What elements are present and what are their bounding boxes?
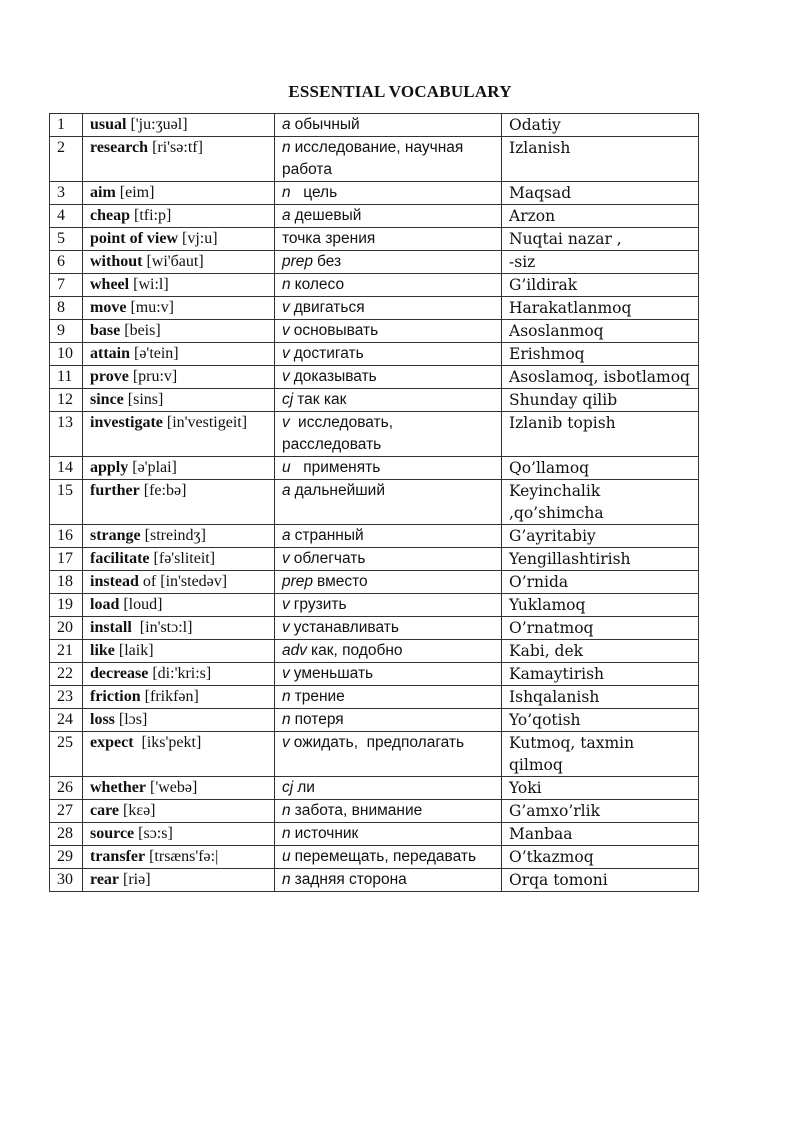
part-of-speech: n [282, 688, 291, 705]
transcription: [wi'бaut] [142, 253, 204, 270]
english-word-cell [83, 182, 275, 205]
english-word: strange [90, 527, 141, 544]
english-word-cell [83, 686, 275, 709]
english-word: install [90, 619, 132, 636]
russian-translation: забота, внимание [294, 802, 423, 819]
transcription: [wi:l] [129, 276, 169, 293]
row-number: 17 [50, 548, 83, 571]
part-of-speech: v [282, 665, 290, 682]
uzbek-translation: Ishqalanish [502, 686, 699, 709]
row-number: 16 [50, 525, 83, 548]
russian-translation: источник [294, 825, 359, 842]
russian-translation: как, подобно [311, 642, 403, 659]
part-of-speech: n [282, 276, 291, 293]
transcription: [iks'pekt] [133, 734, 202, 751]
russian-translation-cell [275, 457, 502, 480]
table-row [50, 869, 699, 892]
english-word-cell [83, 617, 275, 640]
row-number: 7 [50, 274, 83, 297]
english-word: usual [90, 116, 127, 133]
table-row [50, 846, 699, 869]
transcription: [fe:bə] [139, 482, 187, 499]
english-word-cell [83, 320, 275, 343]
uzbek-translation: Odatiy [502, 114, 699, 137]
row-number: 25 [50, 732, 83, 777]
english-word-cell [83, 663, 275, 686]
transcription: [lɔs] [114, 711, 148, 728]
table-row [50, 320, 699, 343]
transcription: [riə] [119, 871, 151, 888]
english-word-cell [83, 251, 275, 274]
table-row [50, 251, 699, 274]
row-number: 12 [50, 389, 83, 412]
part-of-speech: cj [282, 779, 294, 796]
english-word: since [90, 391, 124, 408]
russian-translation: обычный [294, 116, 360, 133]
english-word: aim [90, 184, 116, 201]
uzbek-translation: Yoki [502, 777, 699, 800]
table-row [50, 800, 699, 823]
row-number: 3 [50, 182, 83, 205]
part-of-speech: n [282, 871, 291, 888]
english-word-cell [83, 777, 275, 800]
row-number: 6 [50, 251, 83, 274]
table-row [50, 548, 699, 571]
uzbek-translation: Kabi, dek [502, 640, 699, 663]
uzbek-translation: Qo’llamoq [502, 457, 699, 480]
russian-translation-cell [275, 228, 502, 251]
russian-translation: доказывать [293, 368, 377, 385]
english-word-cell [83, 389, 275, 412]
transcription: [kεə] [119, 802, 156, 819]
part-of-speech: v [282, 596, 290, 613]
uzbek-translation: -siz [502, 251, 699, 274]
russian-translation: основывать [293, 322, 379, 339]
transcription: [streindʒ] [140, 527, 206, 544]
english-word: research [90, 139, 149, 156]
transcription: [frikfən] [140, 688, 199, 705]
part-of-speech: n [282, 711, 291, 728]
table-row [50, 343, 699, 366]
russian-translation-cell [275, 663, 502, 686]
russian-translation: без [317, 253, 342, 270]
row-number: 30 [50, 869, 83, 892]
row-number: 9 [50, 320, 83, 343]
transcription: [sins] [123, 391, 164, 408]
transcription: [beis] [120, 322, 161, 339]
uzbek-translation: Izlanib topish [502, 412, 699, 457]
part-of-speech: n [282, 825, 291, 842]
english-word: loss [90, 711, 115, 728]
russian-translation-cell [275, 594, 502, 617]
uzbek-translation: G’ayritabiy [502, 525, 699, 548]
row-number: 5 [50, 228, 83, 251]
table-row [50, 571, 699, 594]
russian-translation: перемещать, передавать [294, 848, 477, 865]
table-row [50, 137, 699, 182]
russian-translation: облегчать [293, 550, 366, 567]
english-word-cell [83, 640, 275, 663]
uzbek-translation: G’amxo’rlik [502, 800, 699, 823]
transcription: [eim] [115, 184, 155, 201]
transcription: [loud] [119, 596, 163, 613]
uzbek-translation: Asoslanmoq [502, 320, 699, 343]
part-of-speech: n [282, 184, 291, 201]
row-number: 18 [50, 571, 83, 594]
english-word-cell [83, 457, 275, 480]
row-number: 21 [50, 640, 83, 663]
transcription: ['ju:ʒuəl] [126, 116, 188, 133]
english-word-cell [83, 800, 275, 823]
uzbek-translation: G’ildirak [502, 274, 699, 297]
english-word-cell [83, 525, 275, 548]
russian-translation: потеря [294, 711, 344, 728]
uzbek-translation: Maqsad [502, 182, 699, 205]
table-row [50, 205, 699, 228]
row-number: 10 [50, 343, 83, 366]
transcription: [mu:v] [126, 299, 174, 316]
english-word-cell [83, 709, 275, 732]
part-of-speech: u [282, 459, 291, 476]
russian-translation: ли [297, 779, 315, 796]
row-number: 22 [50, 663, 83, 686]
russian-translation-cell [275, 274, 502, 297]
russian-translation-cell [275, 571, 502, 594]
english-word: rear [90, 871, 120, 888]
russian-translation: трение [294, 688, 345, 705]
russian-translation: достигать [293, 345, 364, 362]
russian-translation-cell [275, 205, 502, 228]
russian-translation: устанавливать [293, 619, 399, 636]
uzbek-translation: Shunday qilib [502, 389, 699, 412]
english-word: move [90, 299, 127, 316]
transcription: [ə'plai] [128, 459, 177, 476]
table-row [50, 114, 699, 137]
english-word-cell [83, 228, 275, 251]
transcription: [trsæns'fə:| [145, 848, 219, 865]
english-word-cell [83, 548, 275, 571]
transcription: of [in'stedəv] [138, 573, 228, 590]
page-title: ESSENTIAL VOCABULARY [288, 82, 512, 101]
table-row [50, 640, 699, 663]
english-word: expect [90, 734, 134, 751]
russian-translation: ожидать, предполагать [293, 734, 465, 751]
table-row [50, 297, 699, 320]
transcription: [ə'tein] [130, 345, 179, 362]
russian-translation: точка зрения [282, 230, 376, 247]
russian-translation: так как [297, 391, 347, 408]
english-word-cell [83, 846, 275, 869]
english-word: attain [90, 345, 130, 362]
russian-translation: странный [294, 527, 364, 544]
transcription: [tfi:p] [130, 207, 172, 224]
english-word-cell [83, 137, 275, 182]
english-word-cell [83, 594, 275, 617]
row-number: 4 [50, 205, 83, 228]
english-word: like [90, 642, 115, 659]
english-word: source [90, 825, 135, 842]
russian-translation-cell [275, 846, 502, 869]
row-number: 23 [50, 686, 83, 709]
english-word: without [90, 253, 143, 270]
transcription: [vj:u] [178, 230, 218, 247]
uzbek-translation: Erishmoq [502, 343, 699, 366]
russian-translation-cell [275, 823, 502, 846]
english-word: wheel [90, 276, 130, 293]
row-number: 14 [50, 457, 83, 480]
row-number: 24 [50, 709, 83, 732]
uzbek-translation: O’rnida [502, 571, 699, 594]
english-word: load [90, 596, 120, 613]
transcription: [pru:v] [128, 368, 178, 385]
russian-translation-cell [275, 869, 502, 892]
russian-translation-cell [275, 389, 502, 412]
table-row [50, 732, 699, 777]
russian-translation: исследовать, расследовать [282, 414, 398, 453]
english-word-cell [83, 732, 275, 777]
english-word-cell [83, 297, 275, 320]
russian-translation-cell [275, 343, 502, 366]
table-row [50, 594, 699, 617]
russian-translation-cell [275, 800, 502, 823]
table-row [50, 457, 699, 480]
english-word: friction [90, 688, 141, 705]
row-number: 20 [50, 617, 83, 640]
row-number: 28 [50, 823, 83, 846]
english-word-cell [83, 412, 275, 457]
russian-translation-cell [275, 548, 502, 571]
english-word: prove [90, 368, 129, 385]
uzbek-translation: O’rnatmoq [502, 617, 699, 640]
english-word-cell [83, 205, 275, 228]
russian-translation-cell [275, 412, 502, 457]
uzbek-translation: Kutmoq, taxmin qilmoq [502, 732, 699, 777]
part-of-speech: a [282, 116, 291, 133]
table-row [50, 823, 699, 846]
transcription: [di:'kri:s] [148, 665, 212, 682]
russian-translation: вместо [317, 573, 368, 590]
russian-translation-cell [275, 525, 502, 548]
english-word-cell [83, 274, 275, 297]
part-of-speech: a [282, 207, 291, 224]
uzbek-translation: Yo’qotish [502, 709, 699, 732]
table-row [50, 412, 699, 457]
part-of-speech: n [282, 802, 291, 819]
english-word-cell [83, 869, 275, 892]
english-word: care [90, 802, 120, 819]
row-number: 1 [50, 114, 83, 137]
russian-translation-cell [275, 777, 502, 800]
table-row [50, 389, 699, 412]
russian-translation-cell [275, 297, 502, 320]
part-of-speech: a [282, 527, 291, 544]
english-word: apply [90, 459, 129, 476]
russian-translation-cell [275, 320, 502, 343]
transcription: [sɔ:s] [134, 825, 173, 842]
table-row [50, 228, 699, 251]
row-number: 29 [50, 846, 83, 869]
row-number: 15 [50, 480, 83, 525]
russian-translation: цель [294, 184, 338, 201]
row-number: 27 [50, 800, 83, 823]
english-word: transfer [90, 848, 146, 865]
transcription: [fə'sliteit] [149, 550, 216, 567]
russian-translation-cell [275, 732, 502, 777]
row-number: 26 [50, 777, 83, 800]
russian-translation: дешевый [294, 207, 362, 224]
russian-translation-cell [275, 114, 502, 137]
english-word-cell [83, 823, 275, 846]
table-row [50, 366, 699, 389]
table-row [50, 480, 699, 525]
english-word-cell [83, 571, 275, 594]
vocabulary-table-body [50, 114, 699, 892]
row-number: 8 [50, 297, 83, 320]
english-word-cell [83, 480, 275, 525]
uzbek-translation: Manbaa [502, 823, 699, 846]
row-number: 11 [50, 366, 83, 389]
uzbek-translation: Kamaytirish [502, 663, 699, 686]
russian-translation: колесо [294, 276, 345, 293]
english-word: base [90, 322, 121, 339]
english-word: investigate [90, 414, 163, 431]
part-of-speech: v [282, 345, 290, 362]
english-word-cell [83, 366, 275, 389]
vocabulary-table [49, 113, 699, 892]
uzbek-translation: Arzon [502, 205, 699, 228]
english-word: whether [90, 779, 146, 796]
russian-translation: дальнейший [294, 482, 385, 499]
part-of-speech: v [282, 619, 290, 636]
russian-translation-cell [275, 686, 502, 709]
english-word: decrease [90, 665, 149, 682]
russian-translation-cell [275, 640, 502, 663]
uzbek-translation: Yuklamoq [502, 594, 699, 617]
table-row [50, 525, 699, 548]
russian-translation: двигаться [293, 299, 365, 316]
english-word: instead [90, 573, 139, 590]
english-word-cell [83, 114, 275, 137]
english-word: facilitate [90, 550, 150, 567]
russian-translation-cell [275, 137, 502, 182]
russian-translation-cell [275, 617, 502, 640]
row-number: 13 [50, 412, 83, 457]
row-number: 2 [50, 137, 83, 182]
russian-translation: уменьшать [293, 665, 374, 682]
part-of-speech: prep [282, 573, 314, 590]
uzbek-translation: Asoslamoq, isbotlamoq [502, 366, 699, 389]
uzbek-translation: Nuqtai nazar , [502, 228, 699, 251]
part-of-speech: v [282, 550, 290, 567]
part-of-speech: a [282, 482, 291, 499]
russian-translation: применять [294, 459, 381, 476]
transcription: [in'stɔ:l] [131, 619, 193, 636]
russian-translation: задняя сторона [294, 871, 407, 888]
table-row [50, 686, 699, 709]
part-of-speech: v [282, 368, 290, 385]
part-of-speech: prep [282, 253, 314, 270]
russian-translation: исследование, научная работа [282, 139, 468, 178]
table-row [50, 777, 699, 800]
table-row [50, 617, 699, 640]
russian-translation-cell [275, 366, 502, 389]
part-of-speech: cj [282, 391, 294, 408]
part-of-speech: v [282, 322, 290, 339]
uzbek-translation: Orqa tomoni [502, 869, 699, 892]
table-row [50, 182, 699, 205]
table-row [50, 274, 699, 297]
uzbek-translation: O’tkazmoq [502, 846, 699, 869]
table-row [50, 709, 699, 732]
part-of-speech: v [282, 414, 290, 431]
uzbek-translation: Izlanish [502, 137, 699, 182]
russian-translation-cell [275, 480, 502, 525]
uzbek-translation: Yengillashtirish [502, 548, 699, 571]
part-of-speech: u [282, 848, 291, 865]
uzbek-translation: Harakatlanmoq [502, 297, 699, 320]
english-word: point of view [90, 230, 178, 247]
transcription: [in'vestigeit] [162, 414, 248, 431]
russian-translation-cell [275, 182, 502, 205]
row-number: 19 [50, 594, 83, 617]
part-of-speech: adv [282, 642, 307, 659]
part-of-speech: n [282, 139, 291, 156]
english-word: cheap [90, 207, 130, 224]
russian-translation-cell [275, 709, 502, 732]
transcription: ['webə] [145, 779, 198, 796]
transcription: [laik] [114, 642, 154, 659]
table-row [50, 663, 699, 686]
english-word-cell [83, 343, 275, 366]
part-of-speech: v [282, 299, 290, 316]
part-of-speech: v [282, 734, 290, 751]
russian-translation: грузить [293, 596, 347, 613]
english-word: further [90, 482, 140, 499]
uzbek-translation: Keyinchalik ,qo’shimcha [502, 480, 699, 525]
transcription: [ri'sə:tf] [148, 139, 203, 156]
russian-translation-cell [275, 251, 502, 274]
